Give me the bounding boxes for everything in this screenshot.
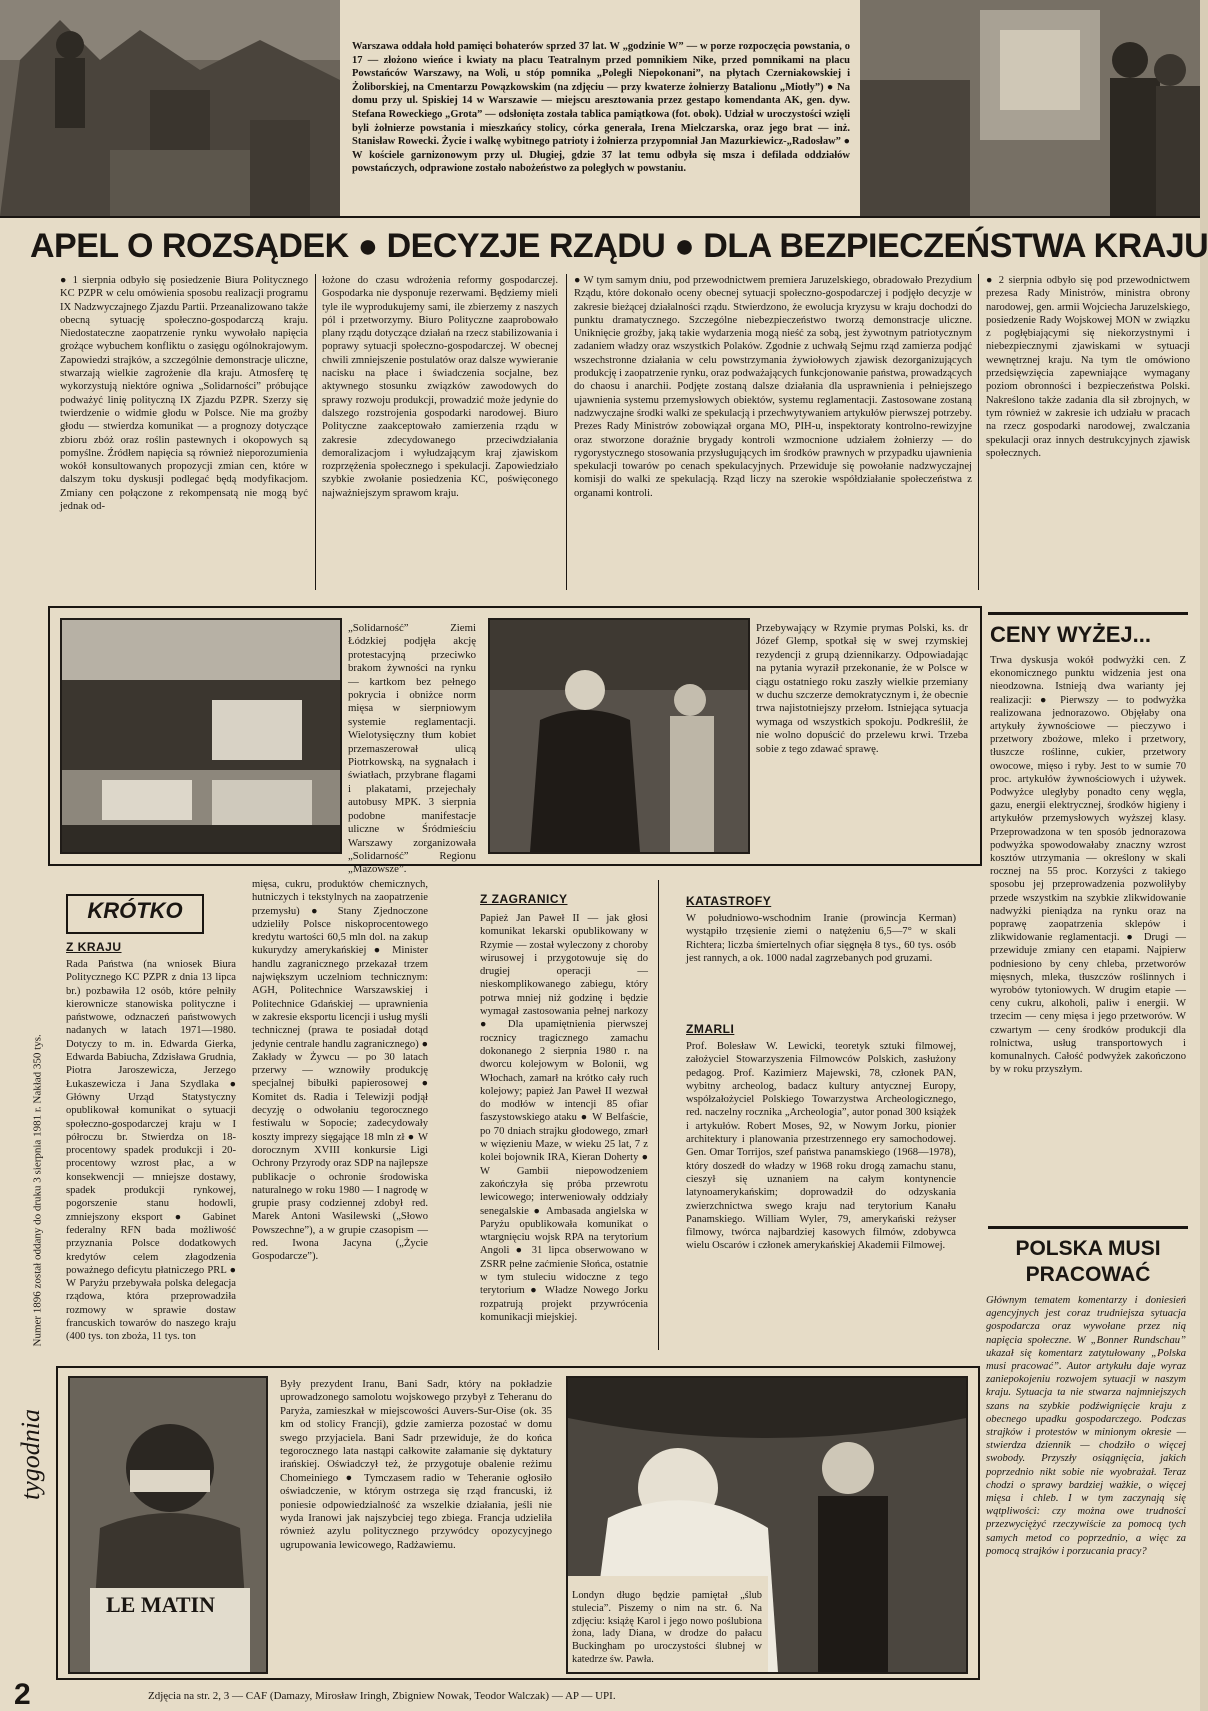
krotko-column-1: Rada Państwa (na wniosek Biura Politycznego KC PZPR z dnia 13 lipca br.) pozbawiła 12 osób, które pełniły kierownicze stanowiska polityczne i państwowe, odznaczeń państwowych nadanych w latach 1971—1980. Dotyczy to m. in. Edwarda Gierka, Edwarda Babiucha, Zdzisława Grudnia, Piotra Jaroszewicza, Jerzego Łukaszewicza i Jana Szydlaka ● Główny Urząd Statystyczny opublikował komunikat o sytuacji społeczno-gospodarczej kraju w I półroczu br. Stwierdza on 18-procentowy spadek produkcji i 20-procentowy wzrost płac, a w konsekwencji — mniejsze dostawy, spadek produkcji rynkowej, pogorszenie stanu hodowli, zmniejszony eksport ● Gabinet federalny RFN bada możliwość przyznania Polsce dodatkowych kredytów celem złagodzenia poważnego deficytu płatniczego PRL ● W Paryżu przebywała polska delegacja rządowa, która przeprowadziła rozmowy w sprawie dostaw francuskich towarów do naszego kraju (400 tys. ton zboża, 11 tys. ton [66, 959, 236, 1343]
solidarnosc-caption: „Solidarność” Ziemi Łódzkiej podjęła akcję protestacyjną przeciwko brakom żywności na rynku — kartkom bez pełnego pokrycia i obniżce norm mięsa w sierpniowym systemie reglamentacji. Wielotysięczny tłum kobiet przemaszerował ulicą Piotrkowską, na sygnałach i światłach, przybrane flagami i plakatami, przejechały autobusy MPK. 3 sierpnia podobne manifestacje uliczne w Śródmieściu Warszawy zorganizowała „Solidarność” Regionu „Mazowsze”. [348, 622, 476, 876]
newspaper-le-matin: LE MATIN [106, 1592, 215, 1617]
polska-title: POLSKA MUSI PRACOWAĆ [1015, 1237, 1161, 1286]
issue-info-vertical: Numer 1896 został oddany do druku 3 sierpnia 1981 r. Nakład 350 tys. [31, 1034, 44, 1347]
banner-headline: APEL O ROZSĄDEK ● DECYZJE RZĄDU ● DLA BEZPIECZEŃSTWA KRAJU [30, 227, 1208, 265]
krotko-section: Z KRAJU [66, 940, 122, 954]
photo-lodz-demonstration [60, 618, 342, 854]
photo-credits: Zdjęcia na str. 2, 3 — CAF (Damazy, Mirosław Iringh, Zbigniew Nowak, Teodor Walczak) — AP — UPI. [148, 1690, 616, 1702]
lead-column-3: ● W tym samym dniu, pod przewodnictwem premiera Jaruzelskiego, obradowało Prezydium Rządu, które dokonało oceny obecnej sytuacji społeczno-gospodarczej i podjęło decyzje w zakresie bieżącej działalności rządu. Stwierdzono, że ewolucja kryzysu w kraju dochodzi do punktu dramatycznego. Szczególne niebezpieczeństwo tworzą demonstracje uliczne. Uniknięcie groźby, jaką takie wydarzenia mogą nieść za sobą, jest żywotnym patriotycznym zadaniem władzy oraz wszystkich Polaków. Zgodnie z uchwałą Sejmu rząd zamierza podjąć wszechstronne działania w celu powstrzymania żywiołowych zjawisk dezorganizujących produkcję i zaopatrzenie rynku, oraz podważających funkcjonowanie państwa, prowadzących do chaosu i anarchii. Podjęte zostaną dalsze działania dla usprawnienia i pełniejszego ujawnienia systemu przemysłowych obiektów, systemu reglamentacji. Zastosowane zostaną nadzwyczajne środki walki ze spekulacją i przechwytywaniem artykułów pierwszej potrzeby. Prezes Rady Ministrów zobowiązał organa MO, PIH-u, inspektoraty kontrolno-rewizyjne oraz stworzone doraźnie brygady kontroli wzmocnione udziałem żołnierzy — do rygorystycznego stosowania przysługujących im środków prawnych w przypadku ujawnienia spekulacji towarów po cenach spekulacyjnych. Przewiduje się powołanie nadzwyczajnej komisji do walki ze spekulacją. Rząd liczy na szerokie współdziałanie społeczeństwa z organami kontroli. [574, 275, 972, 499]
zmarli-title: ZMARLI [686, 1022, 735, 1036]
photo-plaque-ceremony [860, 0, 1200, 216]
photo-bani-sadr [68, 1376, 268, 1674]
lead-column-2: łożone do czasu wdrożenia reformy gospodarczej. Gospodarka nie dysponuje rezerwami. Będziemy mieli tyle ile wyprodukujemy sami, ile zbierzemy z naszych pól i przetworzymy. Biuro Polityczne zaaprobowało plany rządu dotyczące działań na rzecz stabilizowania i poprawy sytuacji społeczno-gospodarczej. W obecnej chwili zmniejszenie postulatów oraz dalsze wywieranie nacisku na płace i świadczenia socjalne, bez aktywnego stosunku związków zawodowych do sprawy rozwoju produkcji, prowadzić może jedynie do dalszego rozstrojenia gospodarki narodowej. Biuro Polityczne zaakceptowało zamierzenia rządu w zakresie zdecydowanego przeciwdziałania demoralizacjom i wyłudzającym kraj zjawiskom rozprzężenia społecznego i spekulacji. Zapowiedziało szybkie zwołanie posiedzenia KC, poświęconego najważniejszym sprawom kraju. [322, 275, 558, 499]
glemp-caption: Przebywający w Rzymie prymas Polski, ks. dr Józef Glemp, spotkał się w swej rzymskiej rezydencji z grupą dziennikarzy. Odpowiadając na pytania wyraził przekonanie, że w Polsce w ciągu ostatniego roku zaszły wielkie przemiany w duchu szczerze demokratycznym i, że obecnie trwa najistotniejszy przełom. Istniejąca sytuacja wymaga od wszystkich spokoju. Podkreślił, że nie wolno dopuścić do przelewu krwi. Trzeba sobie z tego zdawać sprawę. [756, 622, 968, 755]
krotko-title: KRÓTKO [87, 898, 183, 923]
ceny-text: Trwa dyskusja wokół podwyżki cen. Z ekonomicznego punktu widzenia jest ona nieodzowna. Istnieją dwa warianty jej realizacji: ● Pierwszy — to podwyżka realizowana jednorazowo. Objęłaby ona artykuły żywnościowe — pieczywo i przetwory zbożowe, mleko i przetwory, tłuszcze roślinne, cukier, przetwory owocowe, mięso i ryby. Jest to w sumie 70 proc. artykułów żywnościowych i używek. Podwyżce uległyby ponadto ceny węgla, gazu, energii elektrycznej, środków higieny i artykułów przemysłowych wyższej klasy. Przeprowadzona w ten sposób jednorazowa podwyżka spowodowałaby znaczny wzrost kosztów utrzymania — określony w skali rocznej na 55 proc. Korzyści z takiego sposobu jej przeprowadzenia pozwoliłyby przede wszystkim na szybkie zlikwidowanie nadwyżki pieniądza na rynku oraz na poprawę zaopatrzenia sklepów i zlikwidowanie reglamentacji. ● Drugi — przewiduje zmiany cen etapami. Najpierw podniesiono by ceny chleba, przetworów mięsnych, mleka, tłuszczów roślinnych i wyrobów tytoniowych. W drugim etapie — ceny cukru, alkoholi, paliw i energii. W trzecim — ceny mięsa i jego przetworów. W czwartym — ceny środków produkcji dla rolnictwa, usług transportowych i komunalnych. Całość podwyżek zakończono by w roku przyszłym. [990, 655, 1186, 1076]
page-number: 2 [14, 1678, 31, 1711]
krotko-column-2: mięsa, cukru, produktów chemicznych, hutniczych i tekstylnych na zaopatrzenie przemysłu) ● Stany Zjednoczone udzieliły Polsce niskoprocentowego kredytu wartości 60,5 mln dol. na zakup kukurydzy amerykańskiej ● Minister handlu zagranicznego przekazał trzem największym uczelniom technicznym: AGH, Politechnice Warszawskiej i Politechnice Gdańskiej — uprawnienia w zakresie eksportu licencji i usług myśli technicznej (prawa te posiadał dotąd jedynie centrale handlu zagranicznego) ● Zakłady w Żywcu — po 30 latach przerwy — wznowiły produkcję specjalnej bibułki papierosowej ● Komitet ds. Radia i Telewizji podjął decyzję o odwołaniu tegorocznego festiwalu w Sopocie; zadecydowały koszty imprezy sięgające 18 mln zł ● W dorocznym XVIII konkursie Ligi Ochrony Przyrody oraz SDP na najlepsze publikacje o ochronie środowiska naturalnego w roku 1980 — I nagrodę w grupie prasy codziennej zdobył red. Marek Antoni Wasilewski („Słowo Powszechne”), a w grupie czasopism — red. Iwona Jacyna („Życie Gospodarcze”). [252, 879, 428, 1263]
masthead-tygodnia: tygodnia [16, 1409, 45, 1500]
zagranica-title: Z ZAGRANICY [480, 892, 568, 906]
zmarli-text: Prof. Bolesław W. Lewicki, teoretyk sztuki filmowej, założyciel Stowarzyszenia Filmowców Polskich, zasłużony pedagog. Prof. Kazimierz Majewski, 78, członek PAN, wybitny archeolog, badacz kultury antycznej Europy, współzałożyciel Polskiego Towarzystwa Archeologicznego, red. naczelny rocznika „Archeologia”, autor ponad 300 książek i artykułów. Robert Moses, 92, w Nowym Jorku, pionier architektury i planowania przestrzennego ery samochodowej. Gen. Omar Torrijos, szef państwa panamskiego (1968—1978), który doszedł do władzy w 1968 roku drogą zamachu stanu, cieszył się uznaniem na całym kontynencie latynoamerykańskim; doprowadził do odzyskania zwierzchnictwa swego kraju nad terytorium Kanału Panamskiego. William Wyler, 79, amerykański reżyser filmowy, twórca najbardziej kasowych filmów, zdobywca wielu Oscarów i członek amerykańskiej Akademii Filmowej. [686, 1041, 956, 1252]
wedding-caption: Londyn długo będzie pamiętał „ślub stulecia”. Piszemy o nim na str. 6. Na zdjęciu: książę Karol i jego nowo poślubiona żona, lady Diana, w drodze do pałacu Buckingham po uroczystości ślubnej w katedrze św. Pawła. [572, 1590, 762, 1665]
ceny-title: CENY WYŻEJ... [990, 622, 1151, 647]
zagranica-text: Papież Jan Paweł II — jak głosi komunikat lekarski opublikowany w Rzymie — został wyleczony z choroby wirusowej i przygotowuje się do drugiej operacji — nieskomplikowanego zabiegu, który potrwa mniej niż godzinę i będzie wymagał zastosowania pełnej narkozy ● Dla upamiętnienia pierwszej rocznicy tragicznego zamachu dokonanego 2 sierpnia 1980 r. na dworcu kolejowym w Bolonii, wg Włochach, zamarł na krótko cały ruch kolejowy; papież Jan Paweł II wezwał do modłów w intencji 85 ofiar faszystowskiego ataku ● W Belfaście, po 70 dniach strajku głodowego, zmarł w więzieniu Maze, w wieku 25 lat, 7 z kolei bojownik IRA, Kieran Doherty ● W Gambii niepowodzeniem zakończyła się próba przewrotu lewicowego; interweniowały oddziały senegalskie ● Ambasada angielska w Paryżu opublikowała komunikat o wtargnięciu wojsk RPA na terytorium Angoli ● 31 lipca obserwowano w ZSRR pełne zaćmienie Słońca, ostatnie w tym stuleciu widoczne z tego terytorium ● Władze Nowego Jorku rozpatrują projekt przywrócenia komunikacji miejskiej. [480, 913, 648, 1323]
lead-column-1: ● 1 sierpnia odbyło się posiedzenie Biura Politycznego KC PZPR w celu omówienia sposobu realizacji programu IX Nadzwyczajnego Zjazdu Partii. Przeanalizowano także obecną sytuację społeczno-gospodarczą kraju. Niedostateczne zaopatrzenie rynku wywołało napięcia grożące wybuchem konfliktu o zasięgu ogólnokrajowym. Zapowiedzi strajków, a szczególnie demonstracje uliczne, stwarzają wielkie zagrożenie dla kraju. Atmosferę tę wykorzystują niektóre ogniwa „Solidarności” próbujące podważyć linię polityczną IX Zjazdu PZPR. Szerzy się twierdzenie o widmie głodu w Polsce. Nie ma groźby głodu — stwierdza komunikat — a prognozy dotyczące zbioru zbóż oraz roślin pastewnych i okopowych są pomyślne. Źródłem napięcia są również nieporozumienia wokół konsultowanych propozycji zmian cen, które w dalszym toku dyskusji podlegać będą modyfikacjom. Zmiany cen połączone z rekompensatą nie mogą być jednak od- [60, 275, 308, 513]
photo-memorial-cemetery [0, 0, 340, 216]
top-caption: Warszawa oddała hołd pamięci bohaterów sprzed 37 lat. W „godzinie W” — w porze rozpoczęcia powstania, o 17 — złożono wieńce i kwiaty na placu Teatralnym przed pomnikiem Nike, przed pomnikami na placu Powstańców Warszawy, na Woli, u stóp pomnika „Poległi Niepokonani”, na płytach Czerniakowskiej i Żoliborskiej, na Cmentarzu Powązkowskim (na zdjęciu — przy kwaterze żołnierzy Batalionu „Miotły”) ● Na domu przy ul. Spiskiej 14 w Warszawie — miejscu aresztowania przez gestapo komendanta AK, gen. dyw. Stefana Roweckiego „Grota” — odsłonięta została tablica pamiątkowa (fot. obok). Udział w uroczystości wzięli byli żołnierze powstania i mieszkańcy stolicy, córka generała, Irena Mielczarska, oraz jego brat — inż. Stanisław Rowecki. Życie i walkę wybitnego patrioty i żołnierza przypomniał Jan Mazurkiewicz-„Radosław” ● W kościele garnizonowym przy ul. Długiej, gdzie 37 lat temu odbyła się msza i defilada oddziałów powstańczych, odprawione zostało nabożeństwo za poległych w powstaniu. [352, 41, 850, 175]
bani-sadr-caption: Były prezydent Iranu, Bani Sadr, który na pokładzie uprowadzonego samolotu wojskowego przybył z Teheranu do Paryża, zamieszkał w miejscowości Auvers-Sur-Oise (ok. 35 km od stolicy Francji), gdzie zamierza pozostać w domu swego przyjaciela. Bani Sadr przewiduje, że do końca tegorocznego lata nastąpi całkowite załamanie się dyktatury irańskiej. Oświadczył też, że przygotuje obalenie reżimu Chomeiniego ● Tymczasem radio w Teheranie ogłosiło oświadczenie, w którym ostrzega się rząd francuski, iż poniesie odpowiedzialność za wszelkie działania, jeśli nie wyda Iranowi jak najszybciej tego zbiega. Francja udzieliła również azylu politycznego przywódcy opozycyjnego ugrupowania lewicowego, Radżawiemu. [280, 1378, 552, 1551]
photo-primate-glemp [488, 618, 750, 854]
katastrofy-text: W południowo-wschodnim Iranie (prowincja Kerman) wystąpiło trzęsienie ziemi o natężeniu 6,5—7° w skali Richtera; liczba śmiertelnych ofiar sięgnęła 8 tys., 60 tys. osób jest rannych, a ok. 1000 nadal zagrzebanych pod gruzami. [686, 913, 956, 964]
lead-column-4: ● 2 sierpnia odbyło się pod przewodnictwem prezesa Rady Ministrów, ministra obrony narodowej, gen. armii Wojciecha Jaruzelskiego, posiedzenie Rady Wojskowej MON w związku z pogłębiającymi się niekorzystnymi i niebezpiecznymi zjawiskami w sytuacji wewnętrznej kraju. Na tym tle omówiono przedsięwzięcia zapewniające wymagany poziom obronności i bezpieczeństwa Polski. Nakreślono także zadania dla sił zbrojnych, w tym również w zakresie ich udziału w pracach na rzecz gospodarki narodowej, zwalczania spekulacji oraz innych destrukcyjnych zjawisk społecznych. [986, 275, 1190, 459]
polska-text: Głównym tematem komentarzy i doniesień agencyjnych jest coraz trudniejsza sytuacja gospodarcza oraz wywołane przez nią napięcia społeczne. W „Bonner Rundschau” ukazał się komentarz zatytułowany „Polska musi pracować”. Autor artykułu daje wyraz zaniepokojeniu rozwojem sytuacji w naszym kraju. Sytuacja ta nie stwarza najmniejszych szans na szybkie podźwignięcie kraju z obecnego upadku gospodarczego. Podczas strajków i protestów w minionym okresie — stwierdza dziennik — chodziło o więcej swobody. Przyszły osiągnięcia, jakich poprzednio nikt sobie nie wyobrażał. Teraz chodzi o sprawy bardziej ważkie, o więcej mięsa i chleb. I w tym zaczynają się wątpliwości: czy można owe trudności przezwyciężyć rzeczywiście za pomocą tych samych metod co poprzednio, a więc za pomocą strajków i porzucania pracy? [986, 1295, 1186, 1557]
katastrofy-title: KATASTROFY [686, 894, 772, 908]
